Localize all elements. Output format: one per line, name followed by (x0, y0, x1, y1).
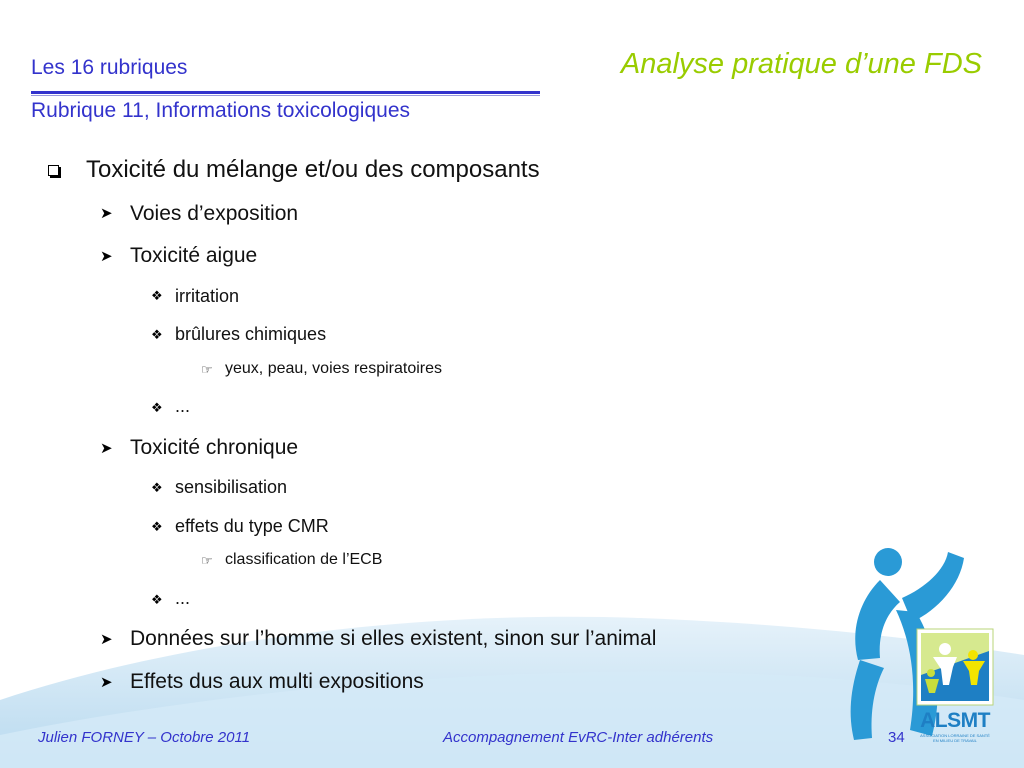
bullet-item: Effets dus aux multi expositions (130, 670, 424, 693)
arrow-bullet-icon: ➤ (100, 440, 113, 457)
diamond-bullet-icon: ❖ (151, 288, 163, 303)
bullet-item: Données sur l’homme si elles existent, sinon sur l’animal (130, 627, 657, 650)
bullet-item: ... (175, 588, 191, 608)
bullet-item: brûlures chimiques (175, 324, 327, 344)
section-title: Les 16 rubriques (31, 56, 188, 79)
arrow-bullet-icon: ➤ (100, 205, 113, 222)
bullet-item: Toxicité chronique (130, 436, 299, 459)
logo-emblem-icon (915, 627, 995, 707)
diamond-bullet-icon: ❖ (151, 400, 163, 415)
slide-title: Analyse pratique d’une FDS (620, 48, 982, 80)
logo-tagline: ASSOCIATION LORRAINE DE SANTÉ EN MILIEU DE TRAVAIL (920, 733, 990, 743)
footer-author: Julien FORNEY – Octobre 2011 (38, 729, 251, 746)
bullet-item: effets du type CMR (175, 516, 329, 536)
logo-name: ALSMT (920, 709, 990, 732)
arrow-bullet-icon: ➤ (100, 248, 113, 265)
pointing-hand-bullet-icon: ☞ (201, 362, 213, 377)
diamond-bullet-icon: ❖ (151, 480, 163, 495)
slide-subtitle: Rubrique 11, Informations toxicologiques (31, 99, 410, 122)
footer-center: Accompagnement EvRC-Inter adhérents (443, 729, 714, 746)
arrow-bullet-icon: ➤ (100, 631, 113, 648)
diamond-bullet-icon: ❖ (151, 592, 163, 607)
diamond-bullet-icon: ❖ (151, 519, 163, 534)
diamond-bullet-icon: ❖ (151, 327, 163, 342)
page-number: 34 (888, 729, 905, 746)
bullet-item: Voies d’exposition (130, 202, 299, 225)
bullet-item: Toxicité du mélange et/ou des composants (86, 156, 540, 183)
header-rule-shadow (31, 95, 540, 96)
bullet-item: irritation (175, 286, 240, 306)
bullet-item: yeux, peau, voies respiratoires (225, 360, 442, 377)
arrow-bullet-icon: ➤ (100, 674, 113, 691)
pointing-hand-bullet-icon: ☞ (201, 553, 213, 568)
alsmt-logo (915, 627, 995, 747)
bullet-item: Toxicité aigue (130, 244, 258, 267)
header-rule (31, 91, 540, 94)
bullet-item: ... (175, 396, 191, 416)
bullet-item: classification de l’ECB (225, 551, 383, 568)
square-bullet-icon (48, 165, 59, 176)
bullet-item: sensibilisation (175, 477, 288, 497)
